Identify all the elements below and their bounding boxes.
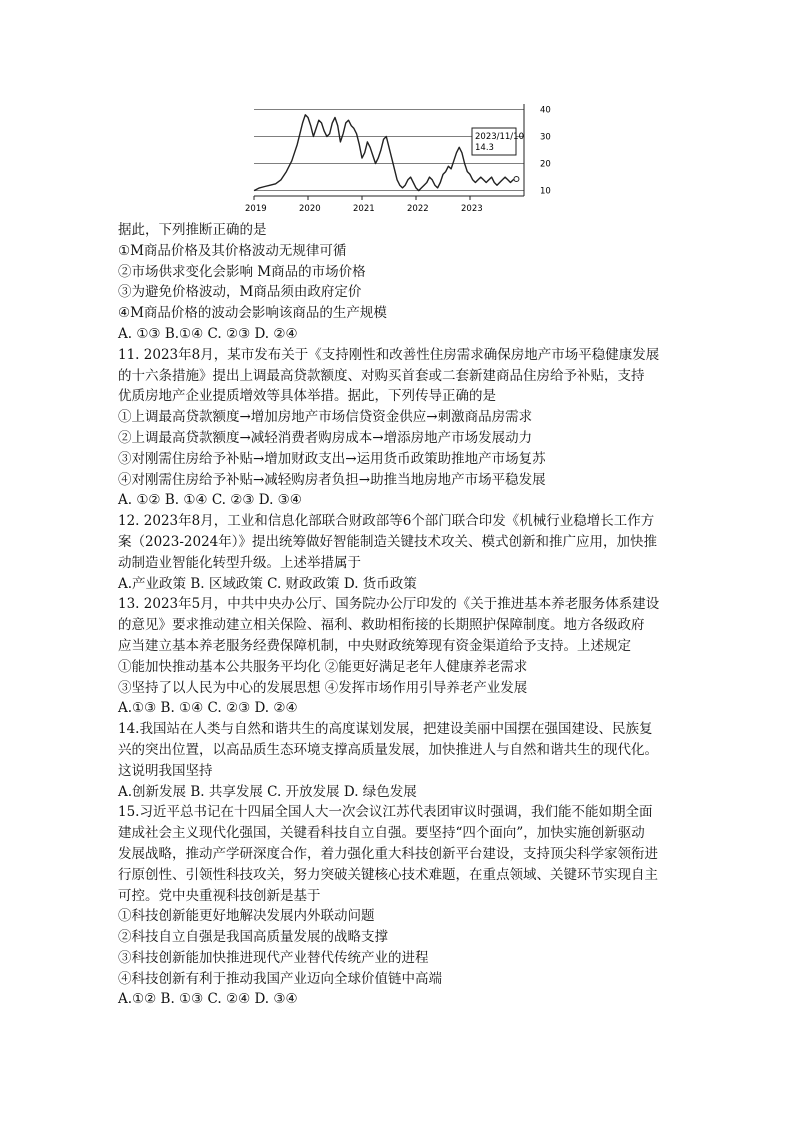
q10-option-1: ①M商品价格及其价格波动无规律可循 xyxy=(118,242,347,259)
q10-option-4: ④M商品价格的波动会影响该商品的生产规模 xyxy=(118,305,387,322)
q13-options-row-1: ①能加快推动基本公共服务平均化 ②能更好满足老年人健康养老需求 xyxy=(118,658,528,675)
q15-stem-1: 15.习近平总书记在十四届全国人大一次会议江苏代表团审议时强调，我们能不能如期全面 xyxy=(118,804,653,821)
q13-options-row-2: ③坚持了以人民为中心的发展思想 ④发挥市场作用引导养老产业发展 xyxy=(118,679,528,696)
x-tick-label: 2020 xyxy=(299,204,321,214)
q11-stem-2: 的十六条措施》提出上调最高贷款额度、对购买首套或二套新建商品住房给予补贴，支持 xyxy=(118,367,645,384)
q10-option-2: ②市场供求变化会影响 M商品的市场价格 xyxy=(118,263,366,280)
q15-answers: A.①② B. ①③ C. ②④ D. ③④ xyxy=(118,991,298,1008)
y-tick-label: 30 xyxy=(540,132,551,143)
annotation-date: 2023/11/10 xyxy=(475,132,524,142)
q11-option-3: ③对刚需住房给予补贴→增加财政支出→运用货币政策助推地产市场复苏 xyxy=(118,450,546,467)
q15-stem-4: 行原创性、引领性科技攻关，努力突破关键核心技术难题，在重点领域、关键环节实现自主 xyxy=(118,866,658,883)
q10-answers: A. ①③ B.①④ C. ②③ D. ②④ xyxy=(118,325,298,342)
y-tick-label: 40 xyxy=(540,105,551,116)
q12-stem-1: 12. 2023年8月，工业和信息化部联合财政部等6个部门联合印发《机械行业稳增长工作方 xyxy=(118,513,655,530)
q14-stem-1: 14.我国站在人类与自然和谐共生的高度谋划发展，把建设美丽中国摆在强国建设、民族复 xyxy=(118,721,653,738)
q15-stem-2: 建成社会主义现代化强国，关键看科技自立自强。要坚持“四个面向”，加快实施创新驱动 xyxy=(118,825,645,842)
annotation-box xyxy=(472,128,524,155)
price-line-chart xyxy=(232,98,568,220)
q13-answers: A.①③ B. ①④ C. ②③ D. ②④ xyxy=(118,700,298,717)
q11-stem-3: 优质房地产企业提质增效等具体举措。据此，下列传导正确的是 xyxy=(118,388,496,405)
q15-stem-3: 发展战略，推动产学研深度合作，着力强化重大科技创新平台建设，支持顶尖科学家领衔进 xyxy=(118,845,658,862)
q15-option-3: ③科技创新能加快推进现代产业替代传统产业的进程 xyxy=(118,949,429,966)
q10-option-3: ③为避免价格波动，M商品须由政府定价 xyxy=(118,284,362,301)
q12-stem-3: 动制造业智能化转型升级。上述举措属于 xyxy=(118,554,361,571)
latest-data-point xyxy=(514,176,519,181)
y-tick-label: 10 xyxy=(540,186,551,197)
x-tick-label: 2022 xyxy=(407,204,429,214)
y-axis xyxy=(540,105,551,196)
q11-option-4: ④对刚需住房给予补贴→减轻购房者负担→助推当地房地产市场平稳发展 xyxy=(118,471,546,488)
q14-answers: A.创新发展 B. 共享发展 C. 开放发展 D. 绿色发展 xyxy=(118,783,417,800)
q11-stem-1: 11. 2023年8月，某市发布关于《支持刚性和改善性住房需求确保房地产市场平稳健康发展 xyxy=(118,346,660,363)
q15-option-1: ①科技创新能更好地解决发展内外联动问题 xyxy=(118,908,375,925)
annotation-value: 14.3 xyxy=(475,143,494,153)
q12-answers: A.产业政策 B. 区域政策 C. 财政政策 D. 货币政策 xyxy=(118,575,417,592)
q15-option-4: ④科技创新有利于推动我国产业迈向全球价值链中高端 xyxy=(118,970,442,987)
q13-stem-3: 应当建立基本养老服务经费保障机制，中央财政统筹现有资金渠道给予支持。上述规定 xyxy=(118,637,631,654)
q13-stem-1: 13. 2023年5月，中共中央办公厅、国务院办公厅印发的《关于推进基本养老服务体系建设 xyxy=(118,596,660,613)
q15-option-2: ②科技自立自强是我国高质量发展的战略支撑 xyxy=(118,929,388,946)
x-tick-label: 2023 xyxy=(461,204,483,214)
x-tick-label: 2019 xyxy=(245,204,267,214)
question-text xyxy=(118,220,692,1010)
q11-option-1: ①上调最高贷款额度→增加房地产市场信贷资金供应→刺激商品房需求 xyxy=(118,409,533,426)
y-tick-label: 20 xyxy=(540,159,551,170)
x-tick-label: 2021 xyxy=(353,204,375,214)
q11-answers: A. ①② B. ①④ C. ②③ D. ③④ xyxy=(118,492,302,509)
q13-stem-2: 的意见》要求推动建立相关保险、福利、救助相衔接的长期照护保障制度。地方各级政府 xyxy=(118,617,645,634)
q15-stem-5: 可控。党中央重视科技创新是基于 xyxy=(118,887,321,904)
q11-option-2: ②上调最高贷款额度→减轻消费者购房成本→增添房地产市场发展动力 xyxy=(118,429,533,446)
q12-stem-2: 案（2023-2024年）》提出统筹做好智能制造关键技术攻关、模式创新和推广应用，加快推 xyxy=(118,533,658,550)
x-axis xyxy=(245,196,524,214)
q14-stem-3: 这说明我国坚持 xyxy=(118,762,213,779)
q14-stem-2: 兴的突出位置，以高品质生态环境支撑高质量发展，加快推进人与自然和谐共生的现代化。 xyxy=(118,741,658,758)
intro-line: 据此，下列推断正确的是 xyxy=(118,222,267,238)
